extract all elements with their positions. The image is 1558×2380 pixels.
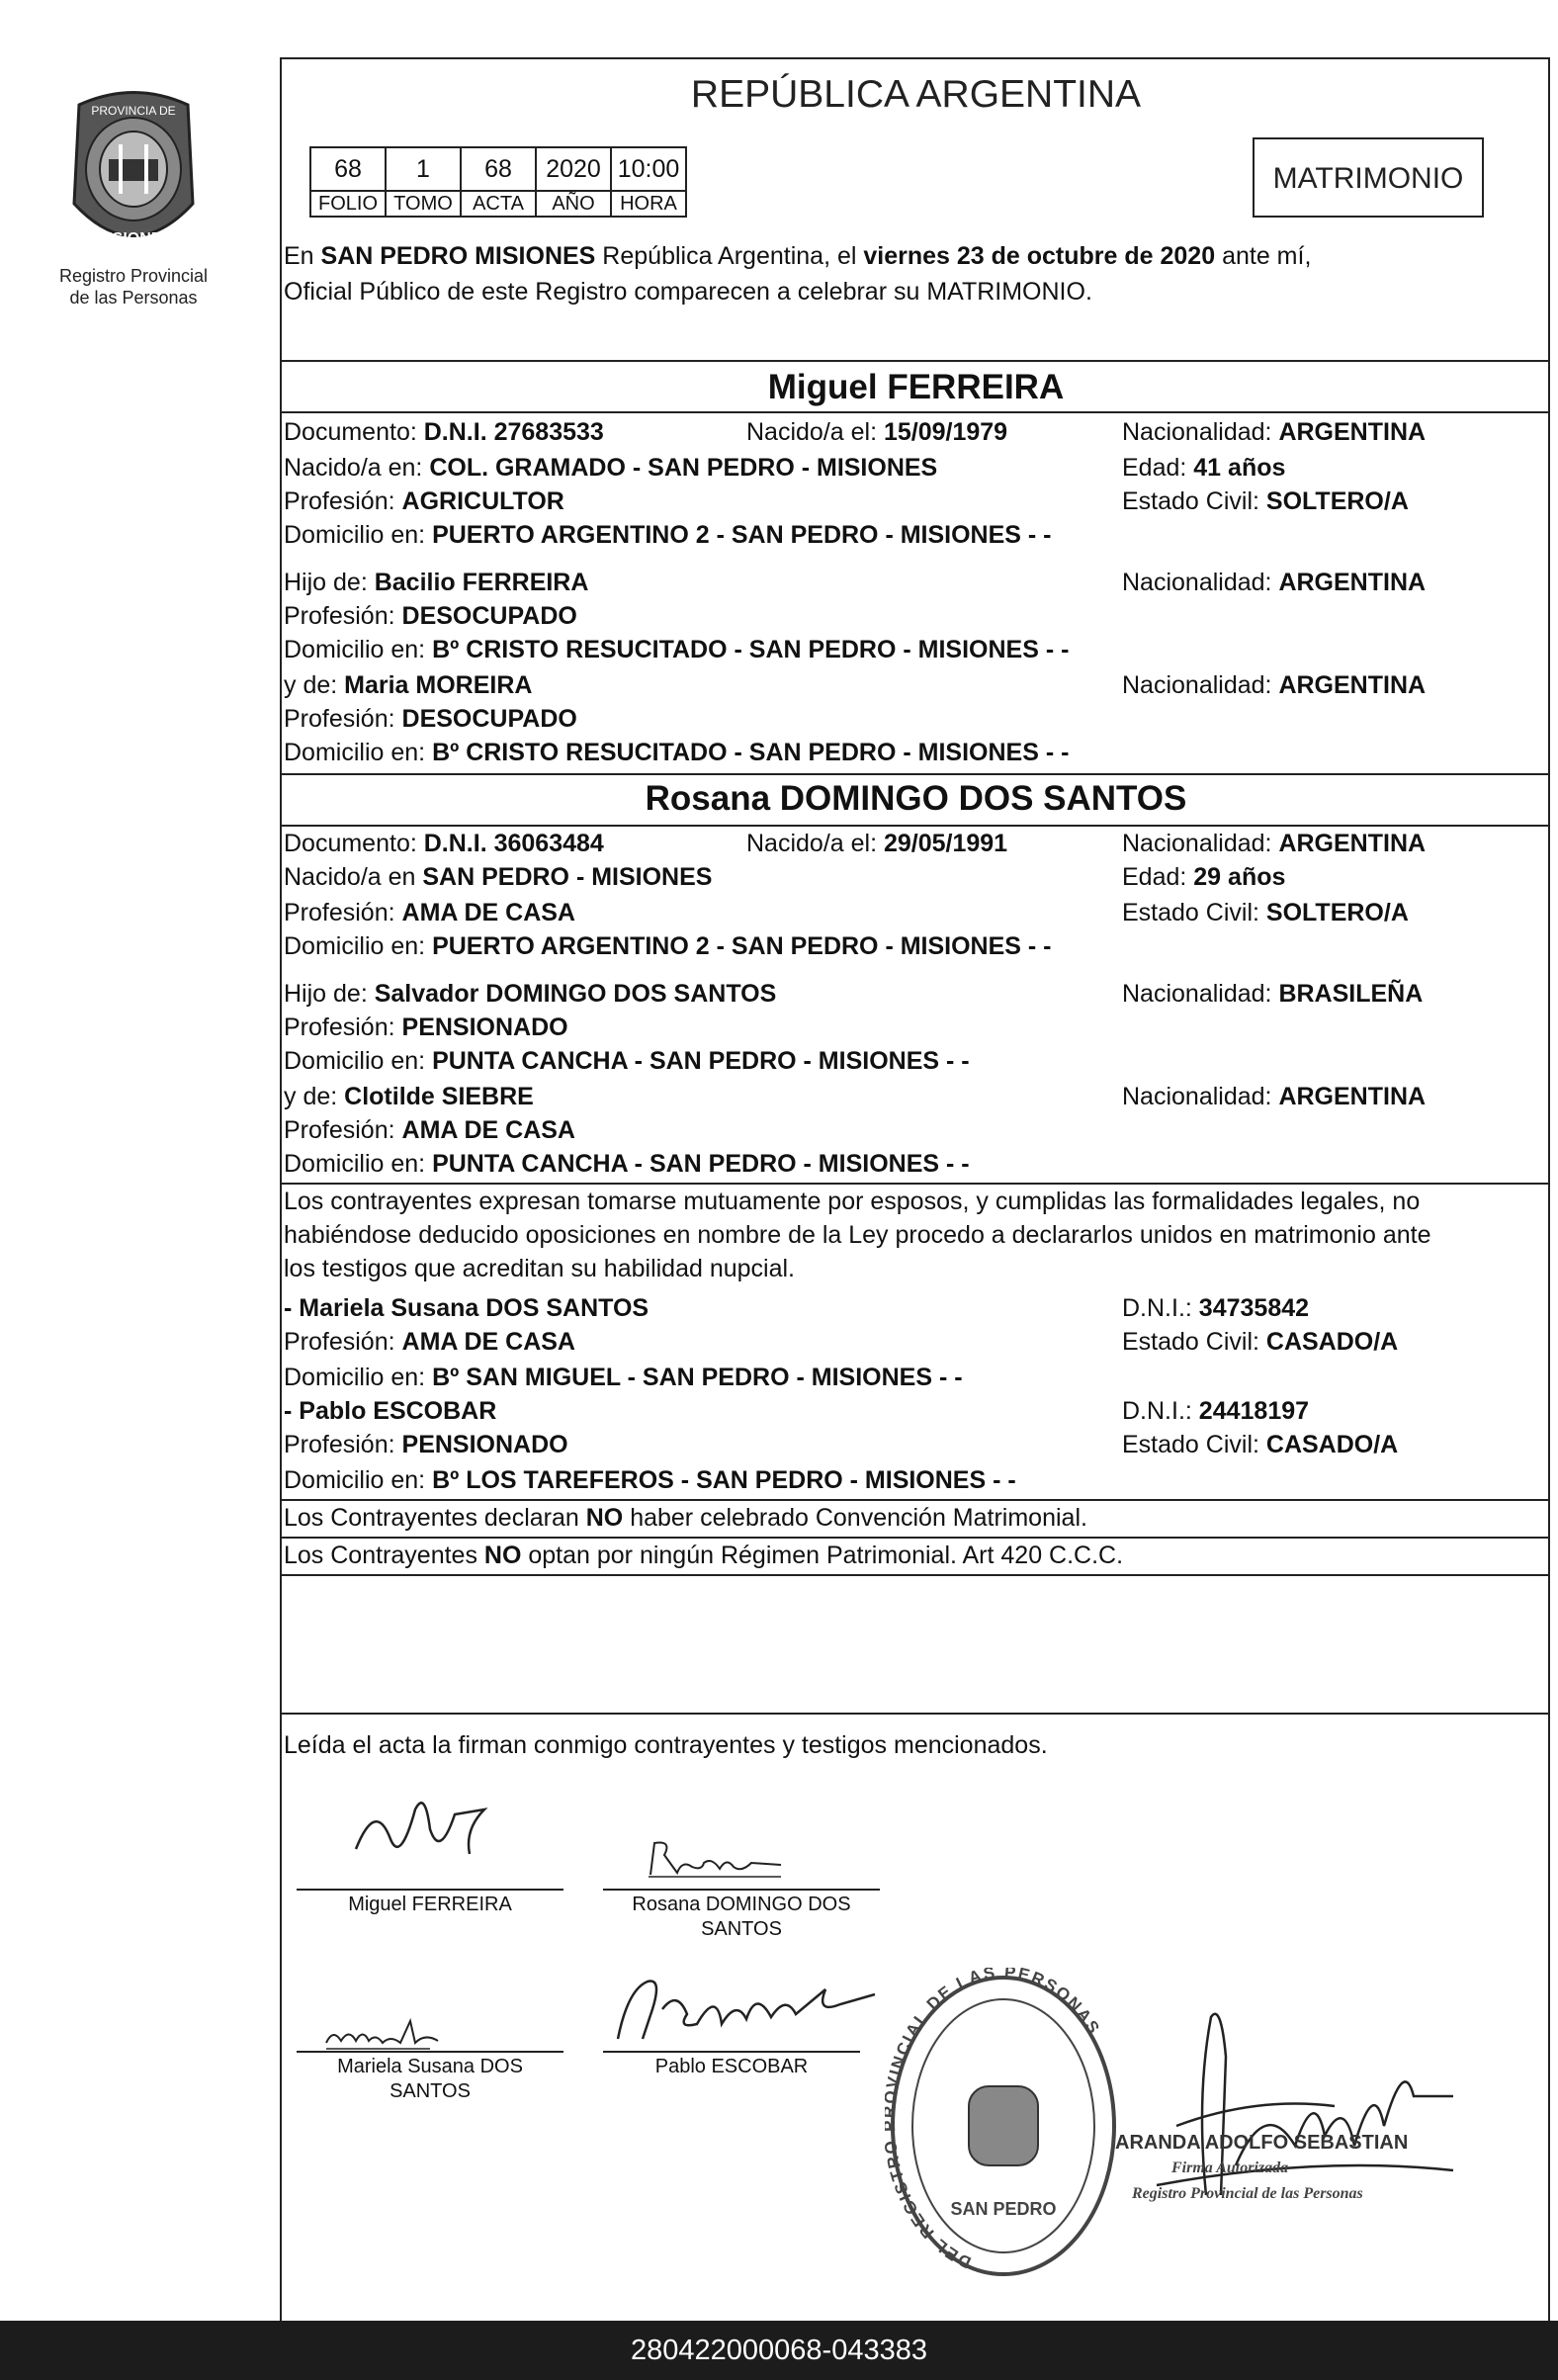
field-value: D.N.I. 27683533 [423,418,604,446]
field-value: PUERTO ARGENTINO 2 - SAN PEDRO - MISIONES - - [432,932,1052,960]
divider [282,773,1550,775]
field-label: Edad: [1122,863,1194,891]
bride-address [284,929,1052,963]
bride-signature-name [603,1893,880,1942]
signature-line [297,2051,563,2053]
witness1-address [284,1361,963,1394]
convention-line2 [284,1539,1123,1572]
field-value: ARGENTINA [1278,418,1427,446]
bride-civil-status [1122,896,1409,929]
field-label: Profesión: [284,899,402,926]
field-label: Nacido/a en: [284,454,430,482]
declaration-line2: habiéndose deducido oposiciones en nombre de la Ley procedo a declararlos unidos en matrimonio ante [284,1221,1431,1249]
bride-nationality [1122,827,1426,860]
field-value: PENSIONADO [401,1014,568,1041]
convention-text: Los Contrayentes declaran [284,1504,586,1532]
field-label: Estado Civil: [1122,1431,1266,1458]
field-label: Nacionalidad: [1122,830,1279,857]
bride-father [284,977,776,1011]
witness2-address [284,1463,1016,1497]
field-value: 29/05/1991 [883,830,1008,857]
seal-ring-text: DEL REGISTR VINCIAL DE LAS PERSONAS [885,1968,1104,2272]
field-value: Maria MOREIRA [344,671,533,699]
groom-civil-status [1122,485,1409,518]
intro-place: SAN PEDRO MISIONES [320,242,596,270]
intro-date: viernes 23 de octubre de 2020 [863,242,1216,270]
logo-caption [30,265,237,309]
field-label: Profesión: [284,602,402,630]
divider [282,1713,1550,1715]
document-type-box: MATRIMONIO [1253,137,1484,218]
field-label: y de: [284,1083,345,1110]
field-label: Domicilio en: [284,1150,433,1178]
groom-father [284,566,588,599]
groom-address [284,518,1052,552]
bride-name: Rosana DOMINGO DOS SANTOS [645,779,1187,818]
bride-mother-nationality [1122,1080,1426,1113]
field-label: Estado Civil: [1122,899,1266,926]
field-value: ARGENTINA [1278,569,1427,596]
page-title: REPÚBLICA ARGENTINA [690,73,1142,116]
field-label: Estado Civil: [1122,1328,1266,1356]
bride-age [1122,860,1285,894]
logo-caption-line2: de las Personas [69,288,198,308]
field-value: PENSIONADO [401,1431,568,1458]
field-value: AGRICULTOR [401,487,564,515]
bride-father-profession [284,1011,568,1044]
groom-signature-name: Miguel FERREIRA [348,1894,512,1915]
field-label: Nacido/a el: [746,830,884,857]
field-label: Profesión: [284,1014,402,1041]
registry-logo [59,85,208,261]
declaration-line1: Los contrayentes expresan tomarse mutuamente por esposos, y cumplidas las formalidades legales, no [284,1188,1421,1215]
field-label: Domicilio en: [284,1466,433,1494]
witness1-signature-name [297,2055,563,2104]
field-label: Domicilio en: [284,636,433,663]
witness2-civil-status [1122,1428,1398,1461]
signature-name-line: Mariela Susana DOS [337,2056,523,2077]
field-label: Profesión: [284,705,402,733]
field-label: Documento: [284,830,424,857]
folio-value: 68 [310,147,386,191]
hora-label: HORA [611,191,686,217]
bride-father-nationality [1122,977,1423,1011]
bride-father-address [284,1044,970,1078]
signature-name-line: Rosana DOMINGO DOS [632,1894,851,1915]
field-value: AMA DE CASA [401,899,575,926]
field-label: Domicilio en: [284,932,433,960]
witness1-name: - Mariela Susana DOS SANTOS [284,1294,649,1322]
field-label: Estado Civil: [1122,487,1266,515]
bride-mother [284,1080,534,1113]
field-value: 24418197 [1198,1397,1310,1425]
signature-line [603,2051,860,2053]
groom-birthdate [746,415,1007,449]
groom-father-address [284,633,1069,666]
bride-birthdate [746,827,1007,860]
intro-line2: Oficial Público de este Registro comparecen a celebrar su MATRIMONIO. [284,278,1092,306]
field-label: Nacido/a el: [746,418,884,446]
declaration-line3: los testigos que acreditan su habilidad nupcial. [284,1255,796,1282]
field-value: PUNTA CANCHA - SAN PEDRO - MISIONES - - [432,1150,970,1178]
witness2-profession [284,1428,568,1461]
official-stamp-name: ARANDA ADOLFO SEBASTIAN [1115,2132,1409,2154]
field-label: Edad: [1122,454,1194,482]
field-value: DESOCUPADO [401,602,577,630]
closing-text: Leída el acta la firman conmigo contrayentes y testigos mencionados. [284,1731,1048,1759]
field-value: D.N.I. 36063484 [423,830,604,857]
logo-text-bottom: MISIONES [94,230,173,247]
official-seal [885,1968,1122,2294]
bride-mother-profession [284,1113,575,1147]
acta-value: 68 [461,147,536,191]
field-value: AMA DE CASA [401,1328,575,1356]
field-value: Bº CRISTO RESUCITADO - SAN PEDRO - MISIONES - - [432,739,1070,766]
tomo-label: TOMO [386,191,461,217]
bride-birthplace [284,860,712,894]
field-label: Profesión: [284,487,402,515]
field-label: Domicilio en: [284,1047,433,1075]
witness2-dni [1122,1394,1309,1428]
field-label: Nacionalidad: [1122,1083,1279,1110]
intro-text: ante mí, [1215,242,1312,270]
intro-line1 [284,239,1311,273]
groom-mother-address [284,736,1069,769]
witness2-name: - Pablo ESCOBAR [284,1397,497,1425]
bride-document [284,827,604,860]
tomo-value: 1 [386,147,461,191]
folio-label: FOLIO [310,191,386,217]
field-value: ARGENTINA [1278,671,1427,699]
groom-name: Miguel FERREIRA [767,368,1065,406]
field-value: 41 años [1193,454,1286,482]
acta-label: ACTA [461,191,536,217]
field-value: Clotilde SIEBRE [344,1083,534,1110]
divider [282,360,1550,362]
witness1-profession [284,1325,575,1359]
intro-text: En [284,242,321,270]
witness1-civil-status [1122,1325,1398,1359]
field-value: CASADO/A [1265,1328,1399,1356]
field-value: 29 años [1193,863,1286,891]
field-value: DESOCUPADO [401,705,577,733]
signature-name-line: SANTOS [701,1918,782,1940]
field-label: Nacionalidad: [1122,671,1279,699]
logo-caption-line1: Registro Provincial [58,266,209,286]
field-value: ARGENTINA [1278,1083,1427,1110]
field-label: D.N.I.: [1122,1397,1199,1425]
field-label: Domicilio en: [284,521,433,549]
reference-table [309,146,687,218]
field-value: Bº LOS TAREFEROS - SAN PEDRO - MISIONES - - [432,1466,1016,1494]
convention-text: haber celebrado Convención Matrimonial. [623,1504,1087,1532]
field-value: CASADO/A [1265,1431,1399,1458]
convention-no: NO [585,1504,624,1532]
field-label: Nacido/a en [284,863,423,891]
anio-label: AÑO [536,191,611,217]
witness2-signature-name: Pablo ESCOBAR [654,2056,809,2077]
field-label: Nacionalidad: [1122,980,1279,1008]
groom-mother-nationality [1122,668,1426,702]
field-label: Profesión: [284,1431,402,1458]
seal-center-text: SAN PEDRO [950,2199,1057,2219]
field-label: Domicilio en: [284,739,433,766]
footer-code: 280422000068-043383 [0,2321,1558,2380]
official-stamp-line2: Firma Autorizada [1171,2160,1289,2176]
groom-mother-profession [284,702,577,736]
bride-profession [284,896,575,929]
divider [282,1574,1550,1576]
groom-nationality [1122,415,1426,449]
field-value: SAN PEDRO - MISIONES [422,863,713,891]
divider [282,411,1550,413]
groom-father-profession [284,599,577,633]
hora-value: 10:00 [611,147,686,191]
field-label: Nacionalidad: [1122,418,1279,446]
field-value: SOLTERO/A [1265,487,1409,515]
groom-mother [284,668,532,702]
field-label: Hijo de: [284,980,375,1008]
convention-line1 [284,1501,1087,1535]
field-value: Bº SAN MIGUEL - SAN PEDRO - MISIONES - - [432,1364,963,1391]
intro-text: República Argentina, el [595,242,864,270]
field-value: PUNTA CANCHA - SAN PEDRO - MISIONES - - [432,1047,970,1075]
convention-no: NO [483,1542,522,1569]
witness1-dni [1122,1291,1309,1325]
field-value: Bacilio FERREIRA [374,569,589,596]
field-label: y de: [284,671,345,699]
field-value: Salvador DOMINGO DOS SANTOS [374,980,777,1008]
groom-age [1122,451,1285,485]
field-value: ARGENTINA [1278,830,1427,857]
field-value: BRASILEÑA [1278,980,1424,1008]
field-label: D.N.I.: [1122,1294,1199,1322]
groom-birthplace [284,451,937,485]
field-label: Domicilio en: [284,1364,433,1391]
convention-text: Los Contrayentes [284,1542,484,1569]
logo-text-top: PROVINCIA DE [91,104,176,118]
field-label: Hijo de: [284,569,375,596]
signature-name-line: SANTOS [390,2080,471,2102]
groom-profession [284,485,564,518]
field-label: Profesión: [284,1328,402,1356]
signature-line [603,1889,880,1891]
convention-text: optan por ningún Régimen Patrimonial. Art 420 C.C.C. [521,1542,1124,1569]
field-value: 15/09/1979 [883,418,1008,446]
field-label: Documento: [284,418,424,446]
signature-line [297,1889,563,1891]
field-value: 34735842 [1198,1294,1310,1322]
official-stamp-line3: Registro Provincial de las Personas [1132,2185,1363,2202]
field-value: AMA DE CASA [401,1116,575,1144]
bride-mother-address [284,1147,970,1181]
field-value: PUERTO ARGENTINO 2 - SAN PEDRO - MISIONES - - [432,521,1052,549]
groom-father-nationality [1122,566,1426,599]
field-value: Bº CRISTO RESUCITADO - SAN PEDRO - MISIONES - - [432,636,1070,663]
field-label: Profesión: [284,1116,402,1144]
anio-value: 2020 [536,147,611,191]
field-value: COL. GRAMADO - SAN PEDRO - MISIONES [429,454,938,482]
field-value: SOLTERO/A [1265,899,1409,926]
field-label: Nacionalidad: [1122,569,1279,596]
groom-document [284,415,604,449]
